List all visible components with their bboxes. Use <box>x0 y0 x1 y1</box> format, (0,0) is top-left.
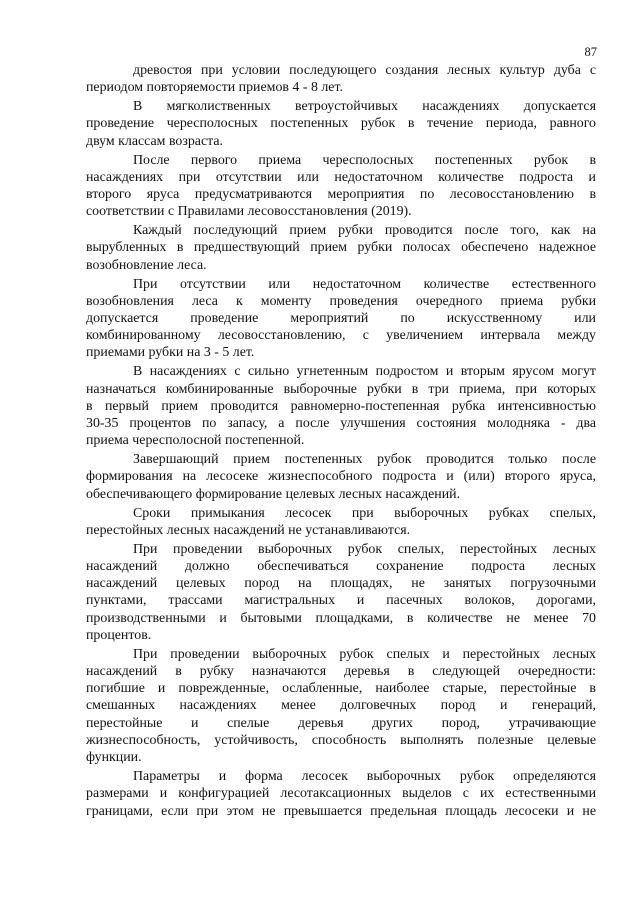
paragraph <box>86 222 596 274</box>
paragraph <box>86 62 596 96</box>
text-line: вырубленных в предшествующий прием рубки полосах обеспечено надежное <box>86 240 596 256</box>
text-line: назначаться комбинированные выборочные рубки в три приема, при которых <box>86 381 596 397</box>
text-line: Каждый последующий прием рубки проводится после того, как на <box>133 223 596 239</box>
text-line: приемами рубки на 3 - 5 лет. <box>86 345 255 361</box>
text-line: погибшие и поврежденные, ослабленные, наиболее старые, перестойные в <box>86 681 596 697</box>
paragraph <box>86 276 596 362</box>
text-line: размерами и конфигурацией лесотаксационных выделов с их естественными <box>86 786 596 802</box>
page-number: 87 <box>584 45 597 59</box>
text-line: пунктами, трассами магистральных и пасечных волоков, дорогами, <box>86 593 596 609</box>
text-line: Параметры и форма лесосек выборочных рубок определяются <box>133 769 596 785</box>
text-line: жизнеспособность, устойчивость, способность выполнять полезные целевые <box>86 732 596 748</box>
paragraph <box>86 505 596 539</box>
text-line: В мягколиственных ветроустойчивых насаждениях допускается <box>133 99 596 115</box>
text-line: второго яруса предусматриваются мероприятия по лесовосстановлению в <box>86 187 596 203</box>
text-line: перестойные и спелые деревья других пород, утрачивающие <box>86 715 596 731</box>
text-line: насаждений целевых пород на площадях, не занятых погрузочными <box>86 576 596 592</box>
text-line: Завершающий прием постепенных рубок проводится только после <box>133 452 596 468</box>
text-line: процентов. <box>86 627 152 643</box>
paragraph <box>86 768 596 820</box>
text-line: древостоя при условии последующего создания лесных культур дуба с <box>133 63 596 78</box>
text-line: смешанных насаждениях менее долговечных пород и генераций, <box>86 698 596 714</box>
paragraph <box>86 451 596 503</box>
paragraph <box>86 646 596 766</box>
text-line: насаждений в рубку назначаются деревья в следующей очередности: <box>86 664 596 680</box>
text-line: в первый прием проводится равномерно-постепенная рубка интенсивностью <box>86 398 596 414</box>
paragraph <box>86 152 596 221</box>
text-line: комбинированному лесовосстановлению, с увеличением интервала между <box>86 328 596 344</box>
text-line: возобновление леса. <box>86 257 207 273</box>
text-line: границами, если при этом не превышается предельная площадь лесосеки и не <box>86 803 596 819</box>
text-line: приема чересполосной постепенной. <box>86 433 305 449</box>
text-line: При проведении выборочных рубок спелых, перестойных лесных <box>133 541 596 557</box>
text-line: допускается проведение мероприятий по искусственному или <box>86 311 596 327</box>
text-line: При отсутствии или недостаточном количестве естественного <box>133 276 596 292</box>
text-line: После первого приема чересполосных постепенных рубок в <box>133 152 596 168</box>
paragraph <box>86 98 596 150</box>
text-line: насаждений должно обеспечиваться сохранение подроста лесных <box>86 559 596 575</box>
text-line: формирования на лесосеке жизнеспособного подроста и (или) второго яруса, <box>86 469 596 485</box>
page-body <box>86 62 596 822</box>
text-line: При проведении выборочных рубок спелых и перестойных лесных <box>133 646 596 662</box>
paragraph <box>86 541 596 644</box>
text-line: функции. <box>86 750 142 766</box>
text-line: возобновления леса к моменту проведения очередного приема рубки <box>86 293 596 309</box>
text-line: двум классам возраста. <box>86 133 224 149</box>
text-line: соответствии с Правилами лесовосстановления (2019). <box>86 204 412 220</box>
text-line: обеспечивающего формирование целевых лесных насаждений. <box>86 486 461 502</box>
text-line: периодом повторяемости приемов 4 - 8 лет. <box>86 80 343 96</box>
text-line: производственными и бытовыми площадками, в количестве не менее 70 <box>86 610 596 626</box>
text-line: насаждениях при отсутствии или недостаточном количестве подроста и <box>86 169 596 185</box>
text-line: Сроки примыкания лесосек при выборочных рубках спелых, <box>133 505 596 521</box>
text-line: проведение чересполосных постепенных рубок в течение периода, равного <box>86 116 596 132</box>
text-line: перестойных лесных насаждений не устанавливаются. <box>86 522 411 538</box>
paragraph <box>86 363 596 449</box>
text-line: В насаждениях с сильно угнетенным подростом и вторым ярусом могут <box>133 364 596 380</box>
text-line: 30-35 процентов по запасу, а после улучшения состояния молодняка - два <box>86 416 596 432</box>
